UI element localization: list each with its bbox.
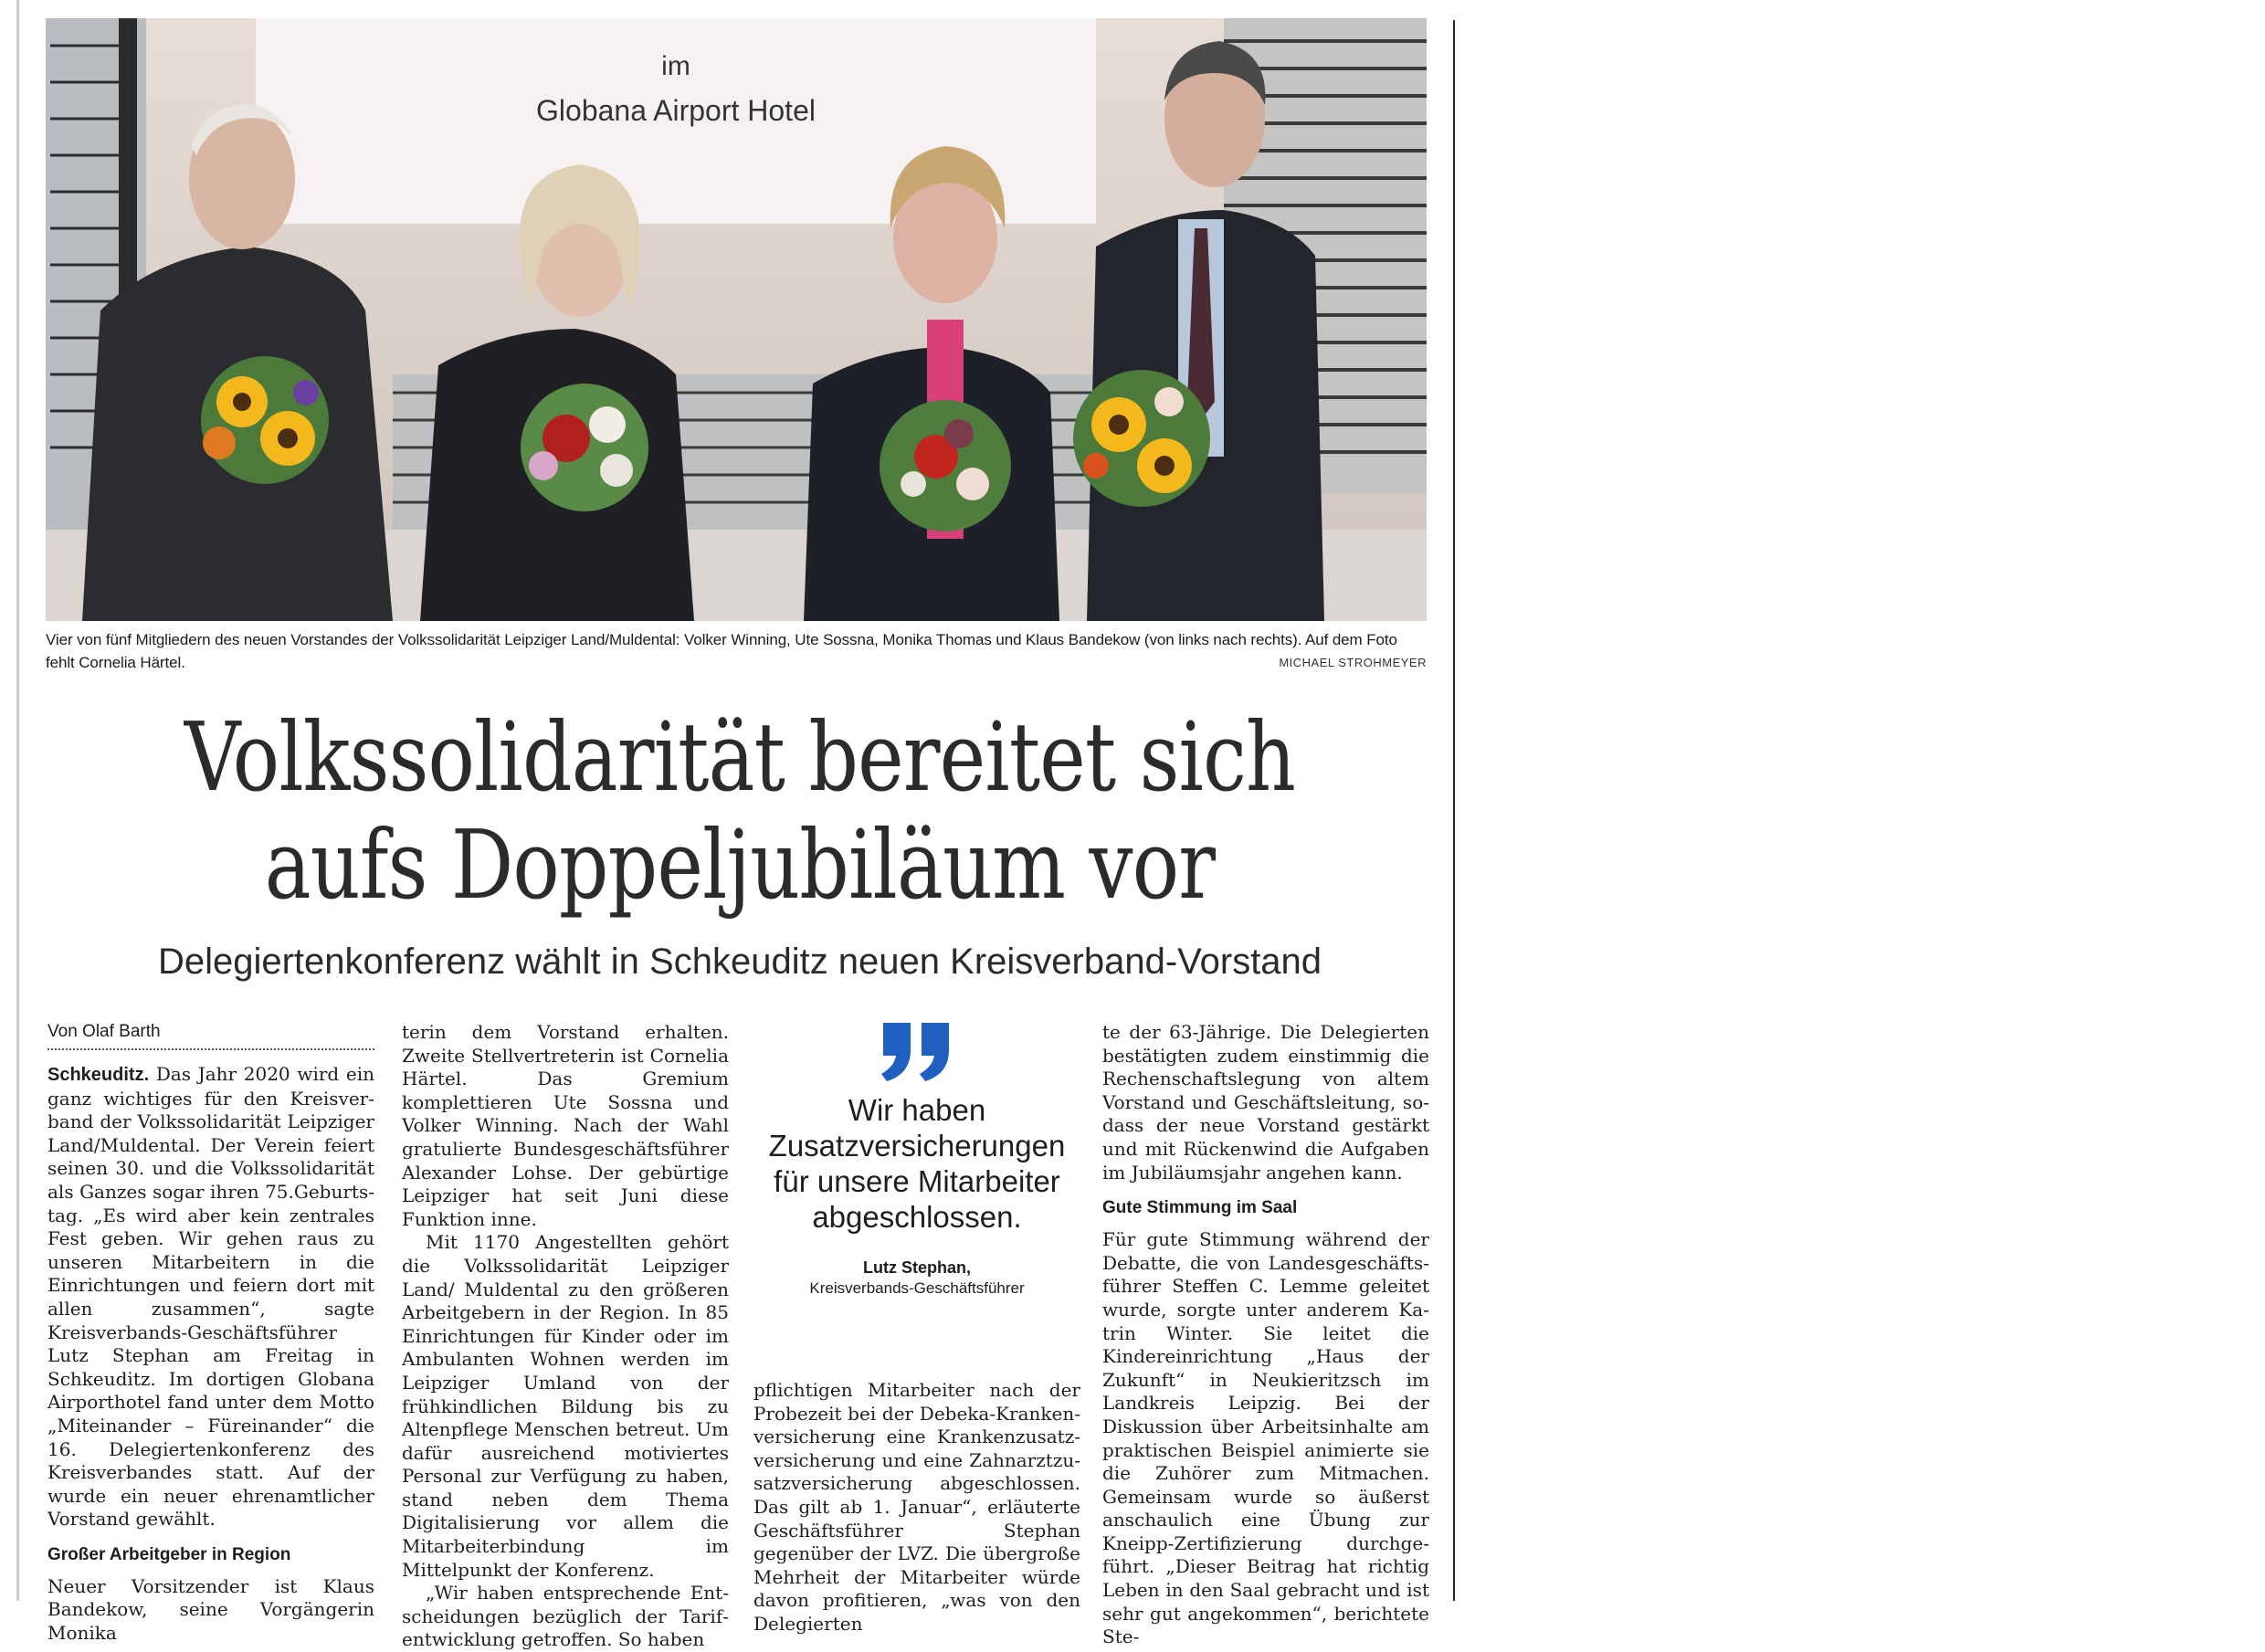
screen-text-im: im: [661, 51, 690, 81]
paragraph: te der 63-Jährige. Die Delegierten bestätigten zudem einstimmig die Rechenschaftslegung von altem Vorstand und Geschäftsleitung, sodass der neue Vorstand gestärkt und mit Rückenwind die Aufgaben im Jubiläumsjahr angehen kann.: [1102, 1021, 1429, 1184]
dateline: Schkeuditz.: [47, 1065, 150, 1085]
photo-illustration: [46, 18, 1427, 621]
caption-text: Vier von fünf Mitgliedern des neuen Vorstandes der Volkssolidarität Leipziger Land/Muldental: Volker Winning, Ute Sossna, Monika Thomas und Klaus Bandekow (von links nach rechts). Auf dem Foto fehlt Cornelia Härtel.: [46, 631, 1397, 671]
section-subheading: Großer Arbeitgeber in Region: [47, 1544, 291, 1564]
headline-line-2: aufs Doppeljubiläum vor: [264, 809, 1216, 921]
quote-mark-icon: [876, 1019, 958, 1083]
bouquet-2: [521, 384, 648, 511]
screen-text-venue: Globana Airport Hotel: [536, 94, 816, 127]
bouquet-4: [1073, 370, 1210, 507]
pull-quote-author: Lutz Stephan,: [863, 1258, 971, 1277]
paragraph: [47, 1063, 374, 1531]
article-column-4: [1102, 1021, 1429, 1649]
paragraph: terin dem Vorstand erhalten. Zweite Stellvertreterin ist Cornelia Härtel. Das Gremium komplettieren Ute Sossna und Volker Winning. Nach der Wahl gratulierte Bundesgeschäftsführer Alexander Lohse. Der gebürtige Leipziger hat seit Juni diese Funktion inne.: [402, 1021, 729, 1230]
pull-quote-role: Kreisverbands-Geschäftsführer: [809, 1279, 1025, 1297]
photo-credit: MICHAEL STROHMEYER: [1279, 656, 1427, 669]
page-edge: [16, 0, 19, 1601]
paragraph: pflichtigen Mitarbeiter nach der Probezeit bei der Debeka-Krankenversicherung eine Krankenzusatzversicherung und eine Zahnarztzusatzversicherung abgeschlossen. Das gilt ab 1. Januar“, erläuterte Geschäftsführer Stephan gegenüber der LVZ. Die übergroße Mehrheit der Mitarbeiter würde davon profitieren, „was von den Delegierten: [753, 1379, 1080, 1635]
column-rule: [1453, 20, 1455, 1601]
bouquet-1: [201, 356, 329, 484]
paragraph: Für gute Stimmung während der Debatte, die von Landesgeschäftsführer Steffen C. Lemme geleitet wurde, sorgte unter anderem Katrin Winter. Sie leitet die Kindereinrichtung „Haus der Zukunft“ in Neukieritzsch im Landkreis Leipzig. Bei der Diskussion über Arbeitsinhalte am praktischen Beispiel animierte sie die Zuhörer zum Mitmachen. Gemeinsam wurde so äußerst anschaulich eine Übung zur Kneipp-Zertifizierung durchgeführt. „Dieser Beitrag hat richtig Leben in den Saal gebracht und ist sehr gut angekommen“, berichtete Ste-: [1102, 1228, 1429, 1648]
article-column-3: [753, 1379, 1080, 1636]
section-subheading: Gute Stimmung im Saal: [1102, 1198, 1298, 1218]
photo-caption: [46, 628, 1427, 674]
article-headline: [178, 703, 1301, 919]
bouquet-3: [880, 400, 1011, 531]
paragraph: „Wir haben entsprechende Entscheidungen bezüglich der Tarifentwicklung getroffen. So haben: [402, 1582, 729, 1651]
pull-quote: [753, 1019, 1080, 1299]
byline: Von Olaf Barth: [47, 1021, 374, 1050]
headline-line-1: Volkssolidarität bereitet sich: [184, 701, 1296, 813]
article-subheadline: Delegiertenkonferenz wählt in Schkeuditz neuen Kreisverband-Vorstand: [157, 942, 1322, 982]
paragraph-text: Das Jahr 2020 wird ein ganz wichtiges für den Kreisverband der Volkssolidarität Leipziger Land/Muldental. Der Verein feiert seinen 30. und die Volkssolidarität als Ganzes sogar ihren 75.Geburtstag. „Es wird aber kein zentrales Fest geben. Wir gehen raus zu unseren Mitarbeitern in die Einrichtungen und feiern dort mit allen zusammen“, sagte Kreisverbands-Geschäftsführer Lutz Stephan am Freitag in Schkeuditz. Im dortigen Globana Airporthotel fand unter dem Motto „Miteinander – Füreinander“ die 16. Delegiertenkonferenz des Kreisverbandes statt. Auf der wurde ein neuer ehrenamtlicher Vorstand gewählt.: [47, 1063, 374, 1531]
pull-quote-text: Wir haben Zusatzversicherungen für unsere Mitarbeiter abgeschlossen.: [768, 1093, 1066, 1234]
paragraph: Neuer Vorsitzender ist Klaus Bandekow, seine Vorgängerin Monika: [47, 1574, 374, 1645]
article-column-1: [47, 1021, 374, 1646]
article-column-2: [402, 1021, 729, 1652]
paragraph: Mit 1170 Angestellten gehört die Volkssolidarität Leipziger Land/ Muldental zu den größeren Arbeitgebern in der Region. In 85 Einrichtungen für Kinder oder im Ambulanten Wohnen werden im Leipziger Umland von der frühkindlichen Bildung bis zu Altenpflege Menschen betreut. Um dafür ausreichend motiviertes Personal zur Verfügung zu haben, stand neben dem Thema Digitalisierung vor allem die Mitarbeiterbindung im Mittelpunkt der Konferenz.: [402, 1231, 729, 1581]
article-photo: [46, 18, 1427, 621]
